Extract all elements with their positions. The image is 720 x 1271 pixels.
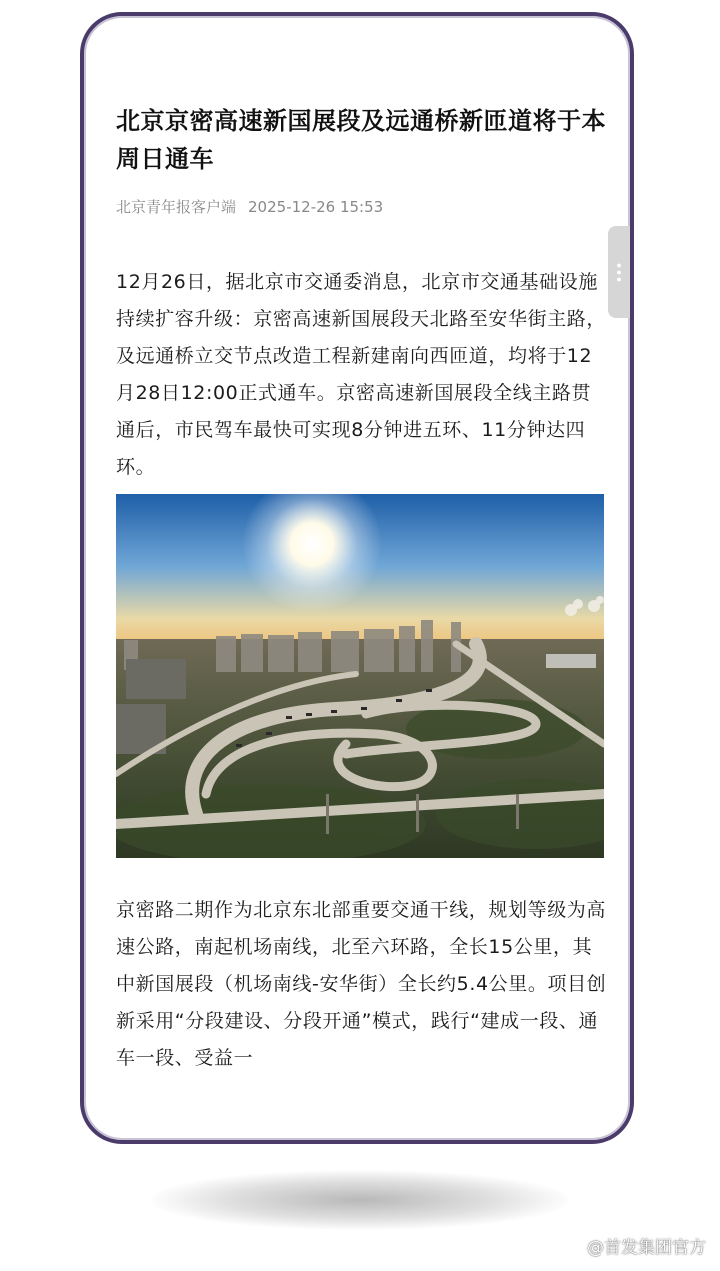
article-source[interactable]: 北京青年报客户端 [116,198,237,216]
article-meta [116,196,383,217]
article-paragraph-1: 12月26日，据北京市交通委消息，北京市交通基础设施持续扩容升级：京密高速新国展段天北路至安华街主路，及远通桥立交节点改造工程新建南向西匝道，均将于12月28日12:00正式通车。京密高速新国展段全线主路贯通后，市民驾车最快可实现8分钟进五环、11分钟达四环。 [116,271,607,478]
article-photo[interactable] [116,494,604,858]
phone-frame [80,12,634,1144]
more-dots-icon [617,262,621,282]
phone-shadow [150,1170,570,1230]
article-datetime: 2025-12-26 15:53 [248,198,384,216]
side-scroll-handle[interactable] [608,226,630,318]
article-title: 北京京密高速新国展段及远通桥新匝道将于本周日通车 [116,107,606,173]
article-screen[interactable] [114,16,606,1140]
watermark: @首发集团官方 [587,1238,706,1258]
article-paragraph-2: 京密路二期作为北京东北部重要交通干线，规划等级为高速公路，南起机场南线，北至六环路，全长15公里，其中新国展段（机场南线-安华街）全长约5.4公里。项目创新采用“分段建设、分段开通”模式，践行“建成一段、通车一段、受益一 [116,899,607,1069]
